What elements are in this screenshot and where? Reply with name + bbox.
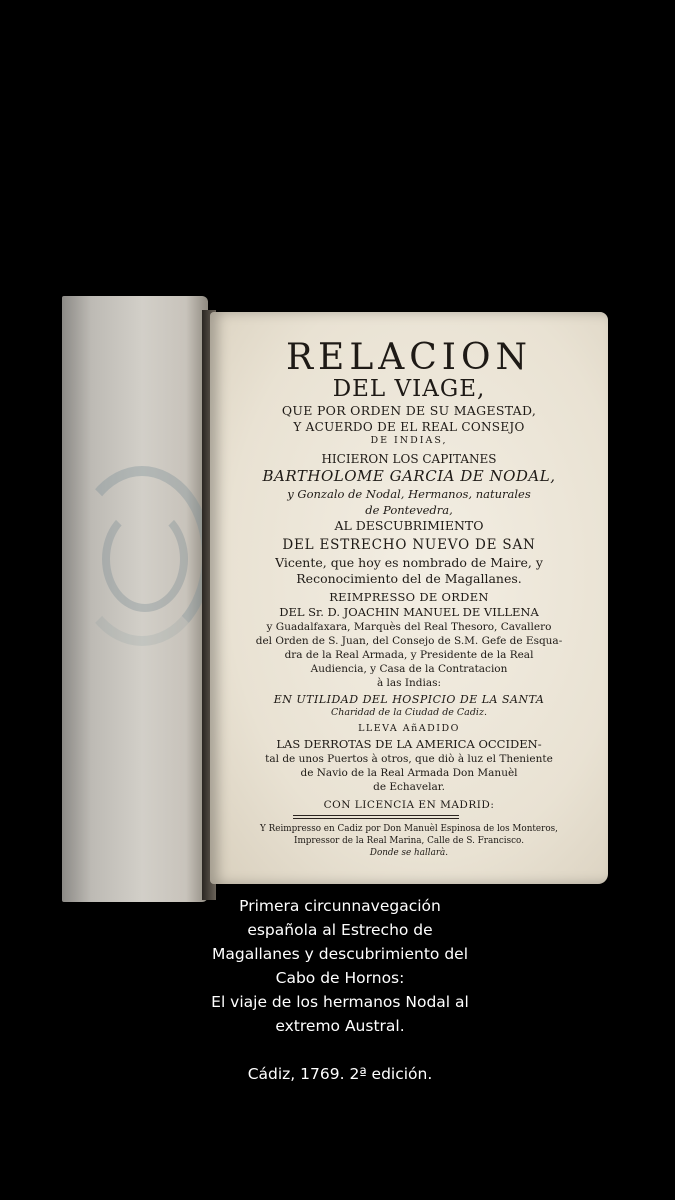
imprint-line: Y Reimpresso en Cadiz por Don Manuèl Espinosa de los Monteros, [260, 824, 558, 834]
title-line: y Guadalfaxara, Marquès del Real Thesoro, Cavallero [266, 621, 552, 633]
title-line: Reconocimiento del de Magallanes. [296, 571, 522, 586]
title-page [210, 312, 608, 884]
license-line: CON LICENCIA EN MADRID: [323, 799, 495, 811]
caption-line: Magallanes y descubrimiento del [211, 945, 469, 963]
title-line: DEL Sr. D. JOACHIN MANUEL DE VILLENA [279, 605, 539, 619]
marbled-cover [62, 296, 208, 902]
title-line: tal de unos Puertos à otros, que diò à luz el Theniente [265, 753, 553, 765]
title-relacion: RELACION [285, 337, 533, 378]
caption-line: española al Estrecho de [247, 921, 433, 939]
title-line: AL DESCUBRIMIENTO [334, 518, 484, 533]
title-line: DE INDIAS, [370, 435, 448, 446]
caption-spacer [170, 1038, 510, 1062]
caption-line: Cabo de Hornos: [275, 969, 405, 987]
title-line: de Navio de la Real Armada Don Manuèl [300, 767, 518, 779]
title-line: LAS DERROTAS DE LA AMERICA OCCIDEN- [276, 737, 542, 751]
title-line: Audiencia, y Casa de la Contratacion [310, 663, 508, 675]
caption-line: El viaje de los hermanos Nodal al [211, 993, 469, 1011]
title-line: EN UTILIDAD DEL HOSPICIO DE LA SANTA [273, 693, 545, 706]
title-line: del Orden de S. Juan, del Consejo de S.M. Gefe de Esqua- [255, 635, 563, 647]
title-line: Vicente, que hoy es nombrado de Maire, y [275, 555, 543, 570]
cover-marbling-inner [102, 506, 188, 612]
antique-book [62, 296, 612, 908]
title-line: QUE POR ORDEN DE SU MAGESTAD, [281, 403, 537, 418]
title-line: de Echavelar. [373, 781, 445, 793]
title-line: HICIERON LOS CAPITANES [321, 452, 497, 466]
title-line: Y ACUERDO DE EL REAL CONSEJO [293, 420, 525, 434]
title-del-viage: DEL VIAGE, [332, 376, 486, 402]
caption [170, 894, 510, 1086]
divider-rule-thin [293, 818, 459, 819]
title-line: à las Indias: [376, 677, 442, 689]
title-line: REIMPRESSO DE ORDEN [329, 590, 489, 604]
imprint-line: Donde se hallarà. [369, 848, 449, 858]
caption-line: Primera circunnavegación [239, 897, 441, 915]
title-line: DEL ESTRECHO NUEVO DE SAN [282, 537, 536, 553]
caption-line: extremo Austral. [275, 1017, 405, 1035]
imprint-line: Impressor de la Real Marina, Calle de S. Francisco. [293, 836, 524, 846]
title-line: BARTHOLOME GARCIA DE NODAL, [262, 467, 556, 485]
title-line: y Gonzalo de Nodal, Hermanos, naturales [287, 487, 531, 501]
title-line: de Pontevedra, [365, 503, 453, 517]
divider-rule [293, 815, 459, 816]
caption-date: Cádiz, 1769. 2ª edición. [247, 1065, 433, 1083]
title-line: dra de la Real Armada, y Presidente de la Real [284, 649, 534, 661]
title-line: Charidad de la Ciudad de Cadiz. [331, 707, 487, 718]
title-line: LLEVA AñADIDO [358, 723, 460, 734]
